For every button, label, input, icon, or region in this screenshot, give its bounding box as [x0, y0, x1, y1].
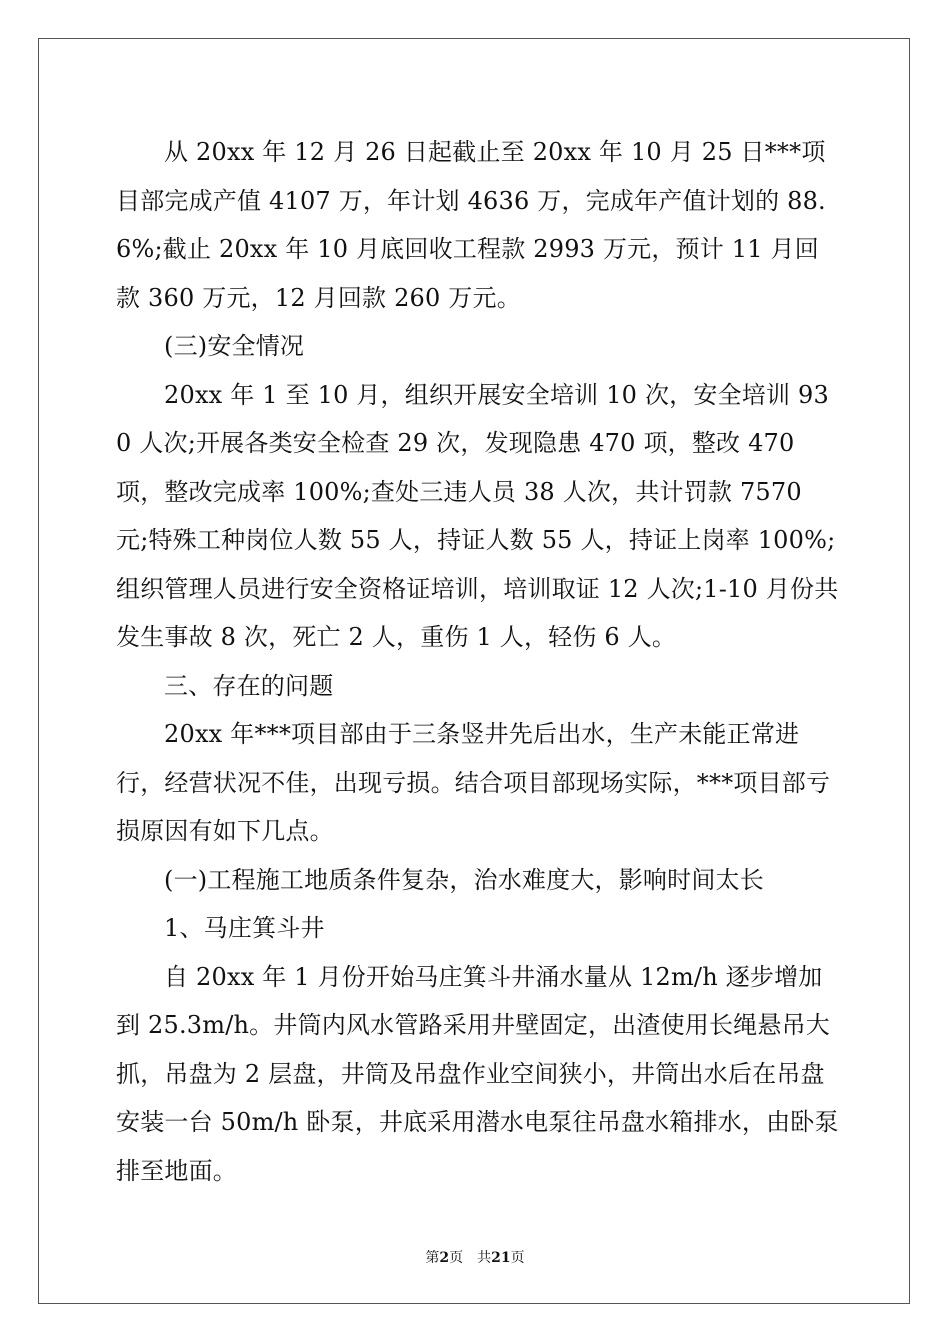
subheading-mazhuang-shaft: 1、马庄箕斗井 [164, 914, 325, 942]
subheading-geology: (一)工程施工地质条件复杂，治水难度大，影响时间太长 [164, 865, 764, 894]
page-suffix: 页 [449, 1250, 464, 1266]
document-body [116, 128, 842, 1195]
page-footer [0, 1247, 950, 1267]
total-prefix: 共 [477, 1250, 492, 1266]
paragraph-loss-reasons: 20xx 年***项目部由于三条竖井先后出水，生产未能正常进行，经营状况不佳，出现亏损。结合项目部现场实际，***项目部亏损原因有如下几点。 [116, 720, 831, 845]
section-heading-problems: 三、存在的问题 [164, 671, 334, 700]
paragraph-safety-stats: 20xx 年 1 至 10 月，组织开展安全培训 10 次，安全培训 930 人次;开展各类安全检查 29 次，发现隐患 470 项，整改 470 项，整改完成率 100%;查处三违人员 38 人次，共计罚款 7570 元;特殊工种岗位人数 55 人，持证人数 55 人，持证上岗率 100%;组织管理人员进行安全资格证培训，培训取证 12 人次;1-10 月份共发生事故 8 次，死亡 2 人，重伤 1 人，轻伤 6 人。 [116, 380, 839, 651]
page-number: 2 [439, 1250, 450, 1266]
total-pages: 21 [491, 1250, 511, 1266]
paragraph-water-inflow: 自 20xx 年 1 月份开始马庄箕斗井涌水量从 12m/h 逐步增加到 25.3m/h。井筒内风水管路采用井壁固定，出渣使用长绳悬吊大抓，吊盘为 2 层盘，井筒及吊盘作业空间狭小，井筒出水后在吊盘安装一台 50m/h 卧泵，井底采用潜水电泵往吊盘水箱排水，由卧泵排至地面。 [116, 962, 839, 1185]
paragraph-output-value: 从 20xx 年 12 月 26 日起截止至 20xx 年 10 月 25 日***项目部完成产值 4107 万，年计划 4636 万，完成年产值计划的 88.6%;截止 20xx 年 10 月底回收工程款 2993 万元，预计 11 月回款 360 万元，12 月回款 260 万元。 [116, 138, 826, 312]
page-prefix: 第 [425, 1250, 440, 1266]
section-heading-safety: (三)安全情况 [164, 332, 305, 360]
total-suffix: 页 [510, 1250, 525, 1266]
